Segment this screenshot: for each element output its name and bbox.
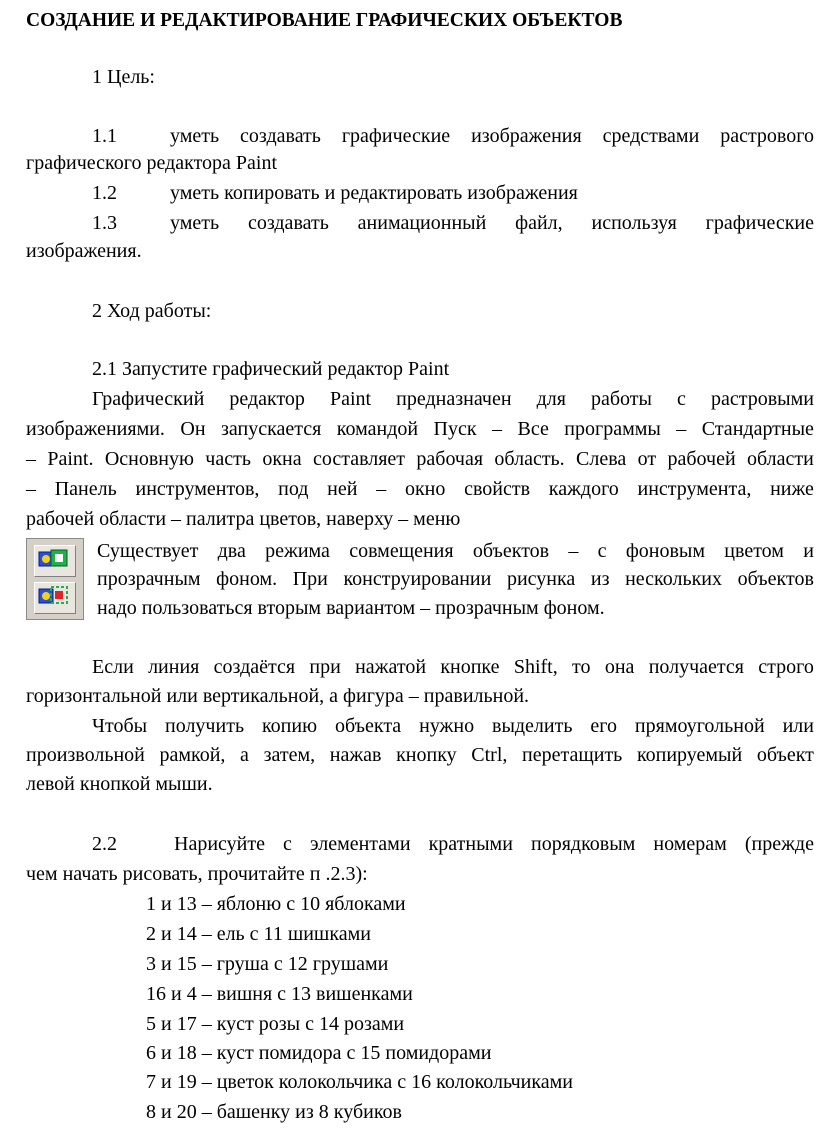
- word: перетащить: [522, 744, 623, 766]
- word: Стандартные: [701, 418, 814, 440]
- word: для: [536, 388, 566, 410]
- word: ниже: [770, 478, 814, 500]
- word: то: [572, 656, 591, 678]
- word: нескольких: [625, 568, 723, 590]
- word: Он: [180, 418, 206, 440]
- word: нажав: [329, 744, 382, 766]
- word: растрового: [720, 125, 814, 147]
- word: область.: [494, 448, 565, 470]
- word: ней: [327, 478, 358, 500]
- word: номерам: [653, 833, 727, 855]
- word: два: [217, 540, 246, 562]
- goal-item-line: графического редактора Paint: [26, 152, 278, 174]
- goal-item-number: 1.3: [92, 212, 117, 234]
- word: цветом: [724, 540, 784, 562]
- list-item: 5 и 17 – куст розы с 14 розами: [146, 1013, 405, 1035]
- word: работы: [591, 388, 652, 410]
- word: объектов: [472, 540, 550, 562]
- word: нажатой: [355, 656, 427, 678]
- goal-item-line: уметь копировать и редактировать изображения: [170, 182, 578, 204]
- word: порядковым: [530, 833, 636, 855]
- paragraph-line: [26, 742, 814, 768]
- word: элементами: [309, 833, 411, 855]
- word: каждого: [548, 478, 619, 500]
- word: редактор: [229, 388, 305, 410]
- word: часть: [205, 448, 251, 470]
- paragraph-line: [92, 713, 814, 739]
- list-item: 3 и 15 – груша с 12 грушами: [146, 953, 389, 975]
- word: линия: [148, 656, 200, 678]
- word: она: [604, 656, 635, 678]
- word: изображениями.: [26, 418, 165, 440]
- paragraph-line: [97, 566, 814, 592]
- word: а: [240, 744, 249, 766]
- word: свойств: [464, 478, 531, 500]
- word: получается: [648, 656, 744, 678]
- word: фоновым: [625, 540, 706, 562]
- word: используя: [591, 212, 677, 234]
- word: графические: [705, 212, 814, 234]
- word: совмещения: [349, 540, 454, 562]
- word: окно: [404, 478, 446, 500]
- word: и: [803, 540, 814, 562]
- word: кнопке: [440, 656, 500, 678]
- word: кратными: [428, 833, 513, 855]
- word: Ctrl,: [471, 744, 508, 766]
- word: –: [26, 478, 36, 500]
- word: Если: [92, 656, 134, 678]
- word: программы: [564, 418, 661, 440]
- paragraph-line: [92, 654, 814, 680]
- word: выделить: [492, 715, 573, 737]
- word: режима: [265, 540, 330, 562]
- word: предназначен: [396, 388, 512, 410]
- word: получить: [165, 715, 245, 737]
- word: его: [590, 715, 617, 737]
- word: с: [283, 833, 292, 855]
- word: –: [26, 448, 36, 470]
- paragraph-line: [26, 446, 814, 472]
- word: при: [309, 656, 341, 678]
- transparency-mode-icon: [26, 538, 84, 620]
- paragraph-line: [26, 416, 814, 442]
- word: прямоугольной: [634, 715, 765, 737]
- list-item: 1 и 13 – яблоню с 10 яблоками: [146, 893, 406, 915]
- paragraph-line: [26, 476, 814, 502]
- word: уметь: [170, 125, 220, 147]
- word: объектов: [737, 568, 814, 590]
- word: затем,: [263, 744, 316, 766]
- document-title: СОЗДАНИЕ И РЕДАКТИРОВАНИЕ ГРАФИЧЕСКИХ ОБЪЕКТОВ: [26, 10, 623, 31]
- word: рисунка: [506, 568, 576, 590]
- list-item: 8 и 20 – башенку из 8 кубиков: [146, 1101, 402, 1123]
- word: Все: [517, 418, 549, 440]
- word: уметь: [170, 212, 220, 234]
- paragraph-line: чем начать рисовать, прочитайте п .2.3):: [26, 863, 368, 885]
- word: от: [637, 448, 657, 470]
- paragraph-line: [174, 831, 814, 857]
- word: рабочей: [667, 448, 736, 470]
- word: Основную: [104, 448, 194, 470]
- paragraph-line: горизонтальной или вертикальной, а фигура – правильной.: [26, 685, 530, 707]
- list-item: 7 и 19 – цветок колокольчика с 16 колокольчиками: [146, 1071, 574, 1093]
- word: командой: [336, 418, 419, 440]
- word: с: [677, 388, 686, 410]
- word: Shift,: [513, 656, 558, 678]
- word: инструментов,: [135, 478, 260, 500]
- goal-item-line: изображения.: [26, 240, 142, 262]
- word: создавать: [247, 212, 329, 234]
- word: Нарисуйте: [174, 833, 265, 855]
- paragraph-line: левой кнопкой мыши.: [26, 773, 213, 795]
- word: копируемый: [636, 744, 743, 766]
- word: Paint.: [47, 448, 94, 470]
- opaque-mode-icon: [34, 545, 76, 577]
- word: строго: [758, 656, 814, 678]
- word: прозрачным: [97, 568, 201, 590]
- word: создаётся: [213, 656, 296, 678]
- word: средствами: [602, 125, 700, 147]
- word: объекта: [334, 715, 402, 737]
- transparent-mode-icon: [34, 582, 76, 614]
- goal-item-number: 1.1: [92, 125, 117, 147]
- word: Чтобы: [92, 715, 148, 737]
- word: кнопку: [396, 744, 457, 766]
- list-item: 2 и 14 – ель с 11 шишками: [146, 923, 371, 945]
- list-item: 16 и 4 – вишня с 13 вишенками: [146, 983, 413, 1005]
- paragraph-line: [97, 538, 814, 564]
- word: объект: [756, 744, 814, 766]
- word: рабочая: [416, 448, 484, 470]
- goal-heading: 1 Цель:: [92, 66, 155, 88]
- word: фоном.: [216, 568, 278, 590]
- word: составляет: [312, 448, 406, 470]
- word: произвольной: [26, 744, 145, 766]
- word: Слева: [576, 448, 627, 470]
- paragraph-line: рабочей области – палитра цветов, наверху – меню: [26, 508, 461, 530]
- word: –: [376, 478, 387, 500]
- word: Paint: [329, 388, 372, 410]
- word: Графический: [92, 388, 205, 410]
- word: –: [492, 418, 503, 440]
- word: нужно: [419, 715, 475, 737]
- word: окна: [262, 448, 302, 470]
- word: из: [590, 568, 610, 590]
- progress-heading: 2 Ход работы:: [92, 300, 212, 322]
- paragraph-line: [92, 386, 814, 412]
- step-2-2-number: 2.2: [92, 833, 117, 855]
- word: При: [292, 568, 328, 590]
- word: графические: [341, 125, 451, 147]
- word: запускается: [221, 418, 322, 440]
- word: с: [597, 540, 607, 562]
- word: области: [747, 448, 814, 470]
- word: инструмента,: [637, 478, 752, 500]
- word: Существует: [97, 540, 199, 562]
- goal-item-line: [170, 210, 814, 236]
- step-2-1: 2.1 Запустите графический редактор Paint: [92, 358, 450, 380]
- goal-item-line: [170, 123, 814, 149]
- goal-item-number: 1.2: [92, 182, 117, 204]
- word: конструировании: [343, 568, 492, 590]
- word: анимационный: [357, 212, 487, 234]
- word: Пуск: [433, 418, 477, 440]
- word: растровыми: [710, 388, 814, 410]
- word: копию: [261, 715, 318, 737]
- word: создавать: [240, 125, 321, 147]
- paragraph-line: надо пользоваться вторым вариантом – прозрачным фоном.: [97, 597, 605, 619]
- word: или: [782, 715, 814, 737]
- word: рамкой,: [159, 744, 226, 766]
- word: Панель: [54, 478, 117, 500]
- word: –: [676, 418, 687, 440]
- list-item: 6 и 18 – куст помидора с 15 помидорами: [146, 1042, 492, 1064]
- word: –: [568, 540, 579, 562]
- word: файл,: [515, 212, 563, 234]
- word: под: [278, 478, 309, 500]
- word: (прежде: [744, 833, 814, 855]
- word: изображения: [471, 125, 582, 147]
